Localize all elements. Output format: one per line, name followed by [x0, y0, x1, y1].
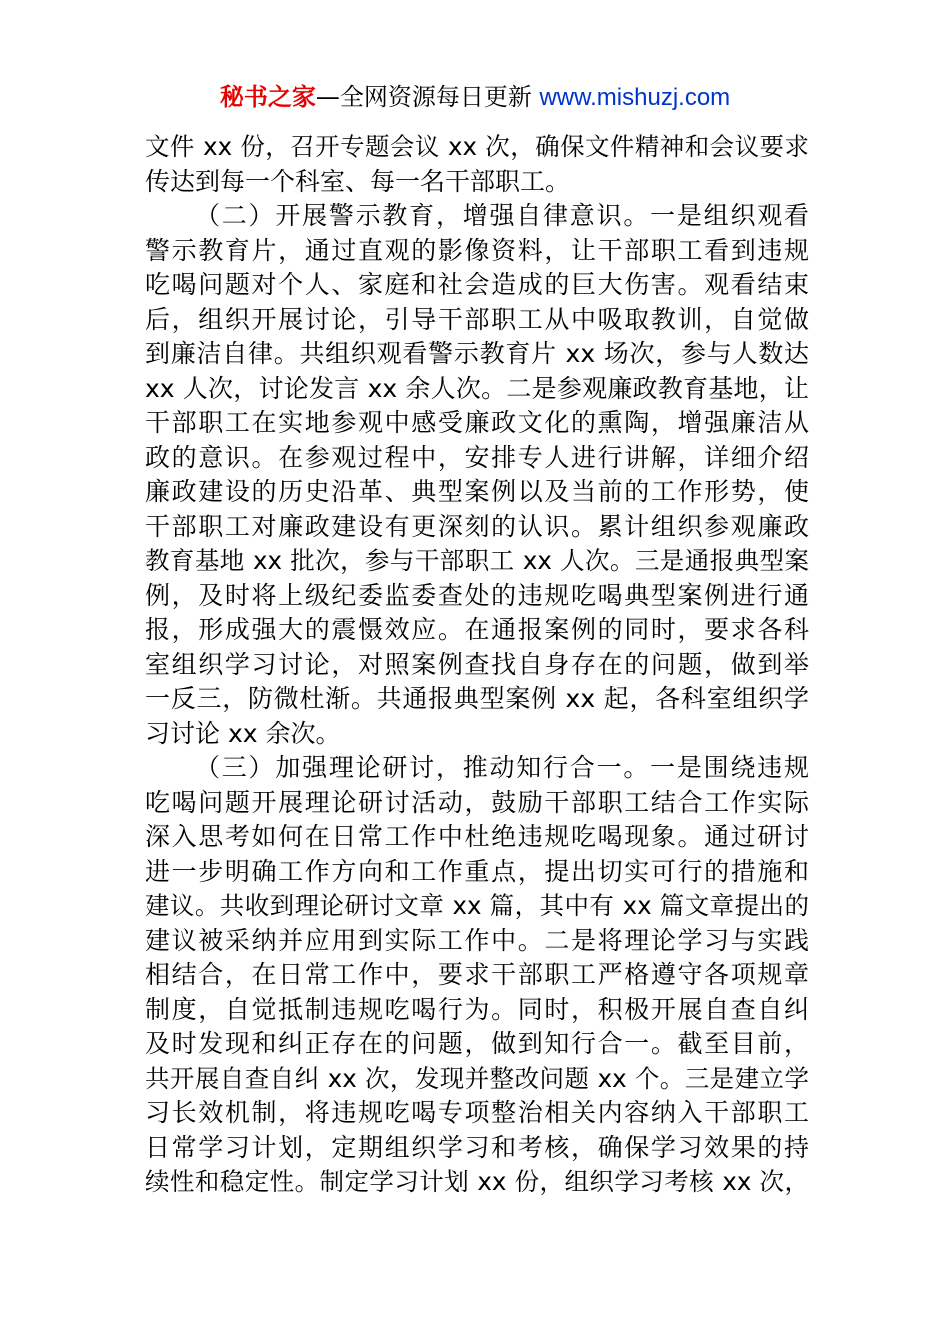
text-line: 室组织学习讨论，对照案例查找自身存在的问题，做到举: [145, 649, 809, 679]
document-body: [145, 130, 809, 1200]
text-line: 一反三，防微杜渐。共通报典型案例 xx 起，各科室组织学: [145, 684, 809, 713]
brand-name: 秘书之家: [219, 83, 316, 111]
text-line: 建议。共收到理论研讨文章 xx 篇，其中有 xx 篇文章提出的: [145, 891, 809, 920]
text-line: 到廉洁自律。共组织观看警示教育片 xx 场次，参与人数达: [145, 339, 809, 368]
text-line: 干部职工在实地参观中感受廉政文化的熏陶，增强廉洁从: [145, 408, 809, 437]
site-url: www.mishuzj.com: [539, 84, 731, 111]
text-line: 制度，自觉抵制违规吃喝行为。同时，积极开展自查自纠: [145, 994, 809, 1024]
text-line: 政的意识。在参观过程中，安排专人进行讲解，详细介绍: [145, 442, 809, 472]
text-line: 后，组织开展讨论，引导干部职工从中吸取教训，自觉做: [145, 304, 809, 334]
text-line: 报，形成强大的震慑效应。在通报案例的同时，要求各科: [145, 615, 809, 644]
text-line: 干部职工对廉政建设有更深刻的认识。累计组织参观廉政: [145, 511, 809, 541]
text-line: 传达到每一个科室、每一名干部职工。: [145, 166, 571, 196]
text-line: 吃喝问题开展理论研讨活动，鼓励干部职工结合工作实际: [145, 787, 809, 817]
text-line: 习长效机制，将违规吃喝专项整治相关内容纳入干部职工: [145, 1098, 809, 1127]
text-line: 共开展自查自纠 xx 次，发现并整改问题 xx 个。三是建立学: [145, 1063, 809, 1093]
header-tagline: —全网资源每日更新: [315, 83, 540, 111]
text-line: 廉政建设的历史沿革、典型案例以及当前的工作形势，使: [145, 477, 809, 506]
page-header: [0, 80, 950, 115]
text-line: 日常学习计划，定期组织学习和考核，确保学习效果的持: [145, 1132, 809, 1162]
section-heading-line: （三）加强理论研讨，推动知行合一。一是围绕违规: [195, 753, 809, 782]
text-line: 警示教育片，通过直观的影像资料，让干部职工看到违规: [145, 235, 809, 265]
text-line: 习讨论 xx 余次。: [145, 718, 341, 748]
section-heading-line: （二）开展警示教育，增强自律意识。一是组织观看: [195, 201, 809, 230]
text-line: 深入思考如何在日常工作中杜绝违规吃喝现象。通过研讨: [145, 822, 809, 851]
text-line: 建议被采纳并应用到实际工作中。二是将理论学习与实践: [145, 925, 809, 955]
text-line: xx 人次，讨论发言 xx 余人次。二是参观廉政教育基地，让: [145, 373, 809, 403]
text-line: 吃喝问题对个人、家庭和社会造成的巨大伤害。观看结束: [145, 270, 809, 299]
text-line: 续性和稳定性。制定学习计划 xx 份，组织学习考核 xx 次，: [145, 1167, 809, 1196]
text-line: 例，及时将上级纪委监委查处的违规吃喝典型案例进行通: [145, 580, 809, 610]
text-line: 进一步明确工作方向和工作重点，提出切实可行的措施和: [145, 856, 809, 886]
text-line: 教育基地 xx 批次，参与干部职工 xx 人次。三是通报典型案: [145, 546, 809, 575]
text-line: 文件 xx 份，召开专题会议 xx 次，确保文件精神和会议要求: [145, 132, 809, 161]
text-line: 及时发现和纠正存在的问题，做到知行合一。截至目前，: [145, 1029, 809, 1058]
text-line: 相结合，在日常工作中，要求干部职工严格遵守各项规章: [145, 960, 809, 989]
